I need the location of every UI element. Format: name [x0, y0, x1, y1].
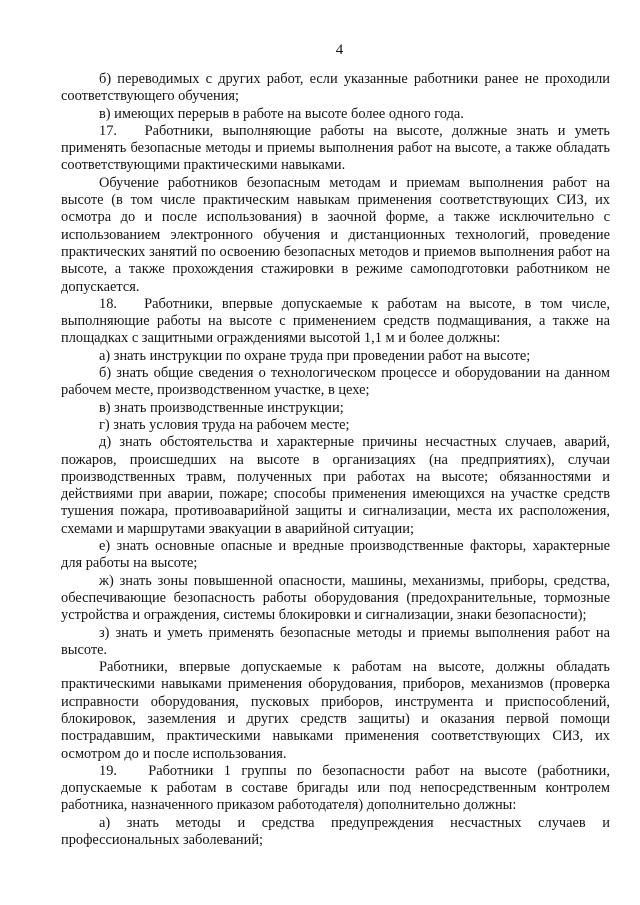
paragraph-item-v-break: в) имеющих перерыв в работе на высоте более одного года.: [99, 105, 464, 122]
paragraph-18-b: б) знать общие сведения о технологическом процессе и оборудовании на данном рабочем месте, производственном участке, в цехе;: [61, 365, 610, 399]
paragraph-18-g: г) знать условия труда на рабочем месте;: [99, 416, 350, 433]
paragraph-17: 17. Работники, выполняющие работы на высоте, должные знать и уметь применять безопасные методы и приемы выполнения работ на высоте, а также обладать соответствующими практическими навыками.: [61, 122, 610, 174]
paragraph-item-b-transferred: б) переводимых с других работ, если указанные работники ранее не проходили соответствующего обучения;: [61, 71, 610, 105]
paragraph-18-z: з) знать и уметь применять безопасные методы и приемы выполнения работ на высоте.: [61, 624, 610, 658]
paragraph-19-a: а) знать методы и средства предупреждения несчастных случаев и профессиональных заболеваний;: [61, 814, 610, 849]
paragraph-practical-skills: Работники, впервые допускаемые к работам на высоте, должны обладать практическими навыками применения оборудования, приборов, механизмов (проверка исправности оборудования, пусковых приборов, инструмента и приспособлений, блокировок, заземления и других средств защиты) и оказания первой помощи пострадавшим, практическими навыками применения соответствующих СИЗ, их осмотром до и после использования.: [61, 659, 610, 762]
paragraph-18: 18. Работники, впервые допускаемые к работам на высоте, в том числе, выполняющие работы на высоте с применением средств подмащивания, а также на площадках с защитными ограждениями высотой 1,1 м и более должны:: [61, 295, 610, 347]
paragraph-18-zh: ж) знать зоны повышенной опасности, машины, механизмы, приборы, средства, обеспечивающие безопасность работы оборудования (предохранительные, тормозные устройства и ограждения, системы блокировки и сигнализации, знаки безопасности);: [61, 572, 610, 624]
page-number: 4: [335, 42, 344, 58]
paragraph-18-e: е) знать основные опасные и вредные производственные факторы, характерные для работы на высоте;: [61, 538, 610, 572]
paragraph-19: 19. Работники 1 группы по безопасности работ на высоте (работники, допускаемые к работам в составе бригады или под непосредственным контролем работника, назначенного приказом работодателя) дополнительно должны:: [61, 762, 610, 814]
paragraph-18-v: в) знать производственные инструкции;: [99, 399, 344, 416]
paragraph-18-a: а) знать инструкции по охране труда при проведении работ на высоте;: [99, 347, 531, 364]
paragraph-training-restriction: Обучение работников безопасным методам и приемам выполнения работ на высоте (в том числе практическим навыкам применения соответствующих СИЗ, их осмотра до и после использования) в заочной форме, а также исключительно с использованием электронного обучения и дистанционных технологий, проведение практических занятий по освоению безопасных методов и приемов выполнения работ на высоте, а также прохождения стажировки в режиме самоподготовки работником не допускается.: [61, 174, 610, 295]
paragraph-18-d: д) знать обстоятельства и характерные причины несчастных случаев, аварий, пожаров, происшедших на высоте в организациях (на предприятиях), случаи производственных травм, полученных при работах на высоте; обязанностями и действиями при аварии, пожаре; способы применения имеющихся на участке средств тушения пожара, противоаварийной защиты и сигнализации, места их расположения, схемами и маршрутами эвакуации в аварийной ситуации;: [61, 434, 610, 537]
